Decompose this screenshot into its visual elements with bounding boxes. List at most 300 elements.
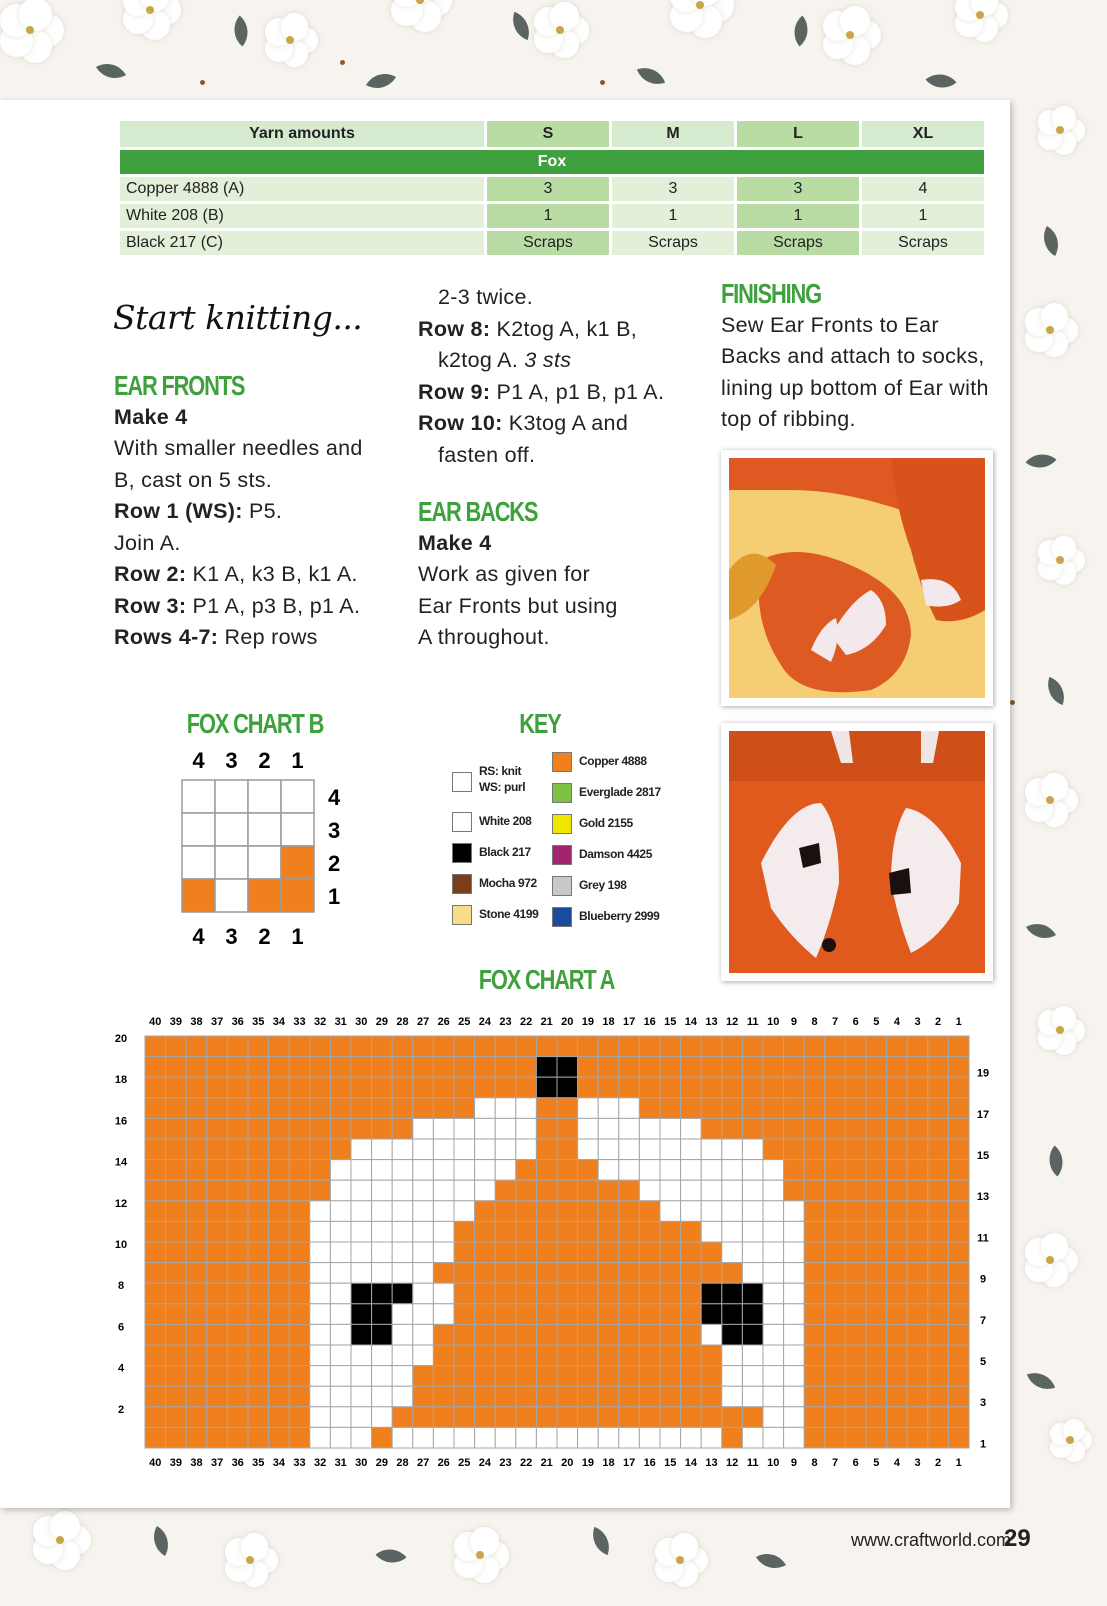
chart-a-stitch	[289, 1407, 310, 1428]
chart-a-stitch	[845, 1283, 866, 1304]
chart-a-stitch	[227, 1324, 248, 1345]
chart-a-stitch	[681, 1118, 702, 1139]
chart-a-stitch	[928, 1098, 949, 1119]
chart-a-stitch	[701, 1201, 722, 1222]
chart-a-stitch	[207, 1345, 228, 1366]
chart-a-stitch	[433, 1366, 454, 1387]
chart-a-stitch	[310, 1304, 331, 1325]
chart-a-stitch	[454, 1427, 475, 1448]
chart-a-row-label: 5	[979, 1356, 987, 1368]
chart-a-stitch	[907, 1407, 928, 1428]
chart-a-stitch	[330, 1242, 351, 1263]
chart-a-stitch	[289, 1345, 310, 1366]
chart-a-stitch	[475, 1139, 496, 1160]
chart-a-stitch	[681, 1304, 702, 1325]
chart-a-column-label: 22	[519, 1016, 533, 1028]
chart-a-stitch	[866, 1386, 887, 1407]
table-cell: Scraps	[737, 231, 859, 255]
chart-a-column-label: 37	[210, 1016, 224, 1028]
finishing-heading: FINISHING	[721, 278, 821, 309]
chart-a-stitch	[248, 1324, 269, 1345]
chart-a-stitch	[763, 1139, 784, 1160]
key-label: White 208	[479, 814, 532, 828]
chart-a-stitch	[763, 1407, 784, 1428]
chart-a-stitch	[248, 1304, 269, 1325]
chart-a-stitch	[145, 1077, 166, 1098]
chart-a-stitch	[784, 1201, 805, 1222]
chart-a-stitch	[598, 1098, 619, 1119]
chart-a-stitch	[145, 1345, 166, 1366]
chart-a-stitch	[804, 1180, 825, 1201]
chart-a-stitch	[310, 1057, 331, 1078]
chart-a-stitch	[701, 1263, 722, 1284]
chart-a-stitch	[825, 1160, 846, 1181]
chart-a-stitch	[166, 1324, 187, 1345]
chart-a-stitch	[330, 1221, 351, 1242]
chart-a-column-label: 36	[231, 1457, 244, 1469]
chart-a-stitch	[701, 1077, 722, 1098]
chart-a-stitch	[207, 1221, 228, 1242]
chart-a-stitch	[227, 1160, 248, 1181]
chart-a-stitch	[681, 1077, 702, 1098]
chart-a-stitch	[392, 1345, 413, 1366]
chart-a-stitch	[928, 1036, 949, 1057]
chart-a-stitch	[227, 1077, 248, 1098]
chart-a-stitch	[784, 1366, 805, 1387]
chart-a-stitch	[330, 1324, 351, 1345]
chart-a-stitch	[845, 1057, 866, 1078]
table-row	[120, 204, 984, 228]
chart-a-stitch	[330, 1077, 351, 1098]
chart-a-stitch	[269, 1386, 290, 1407]
chart-a-stitch	[392, 1263, 413, 1284]
chart-a-stitch	[866, 1345, 887, 1366]
chart-a-stitch	[681, 1407, 702, 1428]
chart-a-stitch	[887, 1304, 908, 1325]
row-instruction	[114, 591, 384, 623]
chart-a-stitch	[784, 1345, 805, 1366]
chart-a-stitch	[948, 1160, 969, 1181]
chart-a-stitch	[948, 1324, 969, 1345]
chart-a-stitch	[578, 1304, 599, 1325]
chart-a-column-label: 17	[622, 1016, 636, 1028]
chart-a-column-label: 9	[790, 1016, 797, 1028]
chart-a-stitch	[639, 1407, 660, 1428]
chart-a-stitch	[866, 1242, 887, 1263]
chart-b-column-label: 3	[225, 752, 238, 773]
chart-a-column-label: 8	[811, 1016, 818, 1028]
row-label: Row 8:	[418, 316, 491, 341]
key-label: Blueberry 2999	[579, 909, 660, 923]
chart-a-stitch	[392, 1098, 413, 1119]
table-cell: 1	[487, 204, 609, 228]
chart-a-stitch	[619, 1201, 640, 1222]
chart-a-stitch	[907, 1345, 928, 1366]
chart-a-stitch	[722, 1077, 743, 1098]
chart-a-stitch	[475, 1036, 496, 1057]
chart-a-stitch	[845, 1242, 866, 1263]
chart-a-stitch	[166, 1036, 187, 1057]
chart-a-stitch	[330, 1345, 351, 1366]
row-label: Row 10:	[418, 411, 503, 435]
chart-a-stitch	[701, 1221, 722, 1242]
chart-a-stitch	[516, 1366, 537, 1387]
chart-a-stitch	[166, 1118, 187, 1139]
chart-a-stitch	[351, 1283, 372, 1304]
chart-a-stitch	[536, 1283, 557, 1304]
chart-a-stitch	[804, 1263, 825, 1284]
chart-a-stitch	[598, 1057, 619, 1078]
chart-a-stitch	[845, 1139, 866, 1160]
chart-a-column-label: 22	[519, 1457, 533, 1469]
chart-a-row-label: 11	[977, 1232, 989, 1245]
chart-a-stitch	[866, 1407, 887, 1428]
chart-a-stitch	[248, 1118, 269, 1139]
chart-a-stitch	[495, 1160, 516, 1181]
chart-a-stitch	[392, 1242, 413, 1263]
chart-a-stitch	[578, 1407, 599, 1428]
chart-a-column-label: 16	[643, 1016, 656, 1028]
chart-a-stitch	[784, 1283, 805, 1304]
chart-a-stitch	[289, 1283, 310, 1304]
chart-a-stitch	[701, 1427, 722, 1448]
chart-a-stitch	[660, 1118, 681, 1139]
chart-a-column-label: 10	[767, 1016, 780, 1028]
chart-a-stitch	[639, 1180, 660, 1201]
chart-a-stitch	[907, 1242, 928, 1263]
chart-a-stitch	[845, 1160, 866, 1181]
table-cell: 3	[487, 177, 609, 201]
chart-a-stitch	[413, 1345, 434, 1366]
chart-a-stitch	[207, 1201, 228, 1222]
chart-a-stitch	[269, 1180, 290, 1201]
chart-a-stitch	[166, 1366, 187, 1387]
chart-a-stitch	[701, 1366, 722, 1387]
chart-a-column-label: 38	[190, 1457, 203, 1469]
chart-a-stitch	[372, 1366, 393, 1387]
key-swatch	[452, 812, 472, 832]
chart-a-stitch	[248, 1201, 269, 1222]
make-count: Make 4	[114, 404, 188, 429]
chart-a-stitch	[392, 1283, 413, 1304]
key-label: Everglade 2817	[579, 785, 661, 799]
chart-a-stitch	[186, 1283, 207, 1304]
chart-a-stitch	[804, 1036, 825, 1057]
chart-a-stitch	[763, 1077, 784, 1098]
chart-a-stitch	[454, 1118, 475, 1139]
chart-a-stitch	[310, 1098, 331, 1119]
chart-a-stitch	[722, 1242, 743, 1263]
row-instruction	[418, 408, 688, 440]
chart-b-stitch	[215, 879, 248, 912]
chart-a-stitch	[536, 1057, 557, 1078]
chart-a-stitch	[619, 1263, 640, 1284]
chart-a-stitch	[578, 1366, 599, 1387]
chart-a-column-label: 19	[581, 1457, 595, 1469]
ear-fronts-heading: EAR FRONTS	[114, 370, 245, 401]
chart-a-stitch	[433, 1283, 454, 1304]
key-label: Gold 2155	[579, 816, 633, 830]
chart-a-stitch	[825, 1386, 846, 1407]
chart-a-stitch	[248, 1180, 269, 1201]
chart-a-stitch	[639, 1160, 660, 1181]
chart-a-stitch	[536, 1098, 557, 1119]
table-group-row	[120, 150, 984, 174]
chart-a-stitch	[166, 1345, 187, 1366]
fox-chart-a-title: FOX CHART A	[478, 964, 615, 995]
chart-a-stitch	[392, 1057, 413, 1078]
chart-a-column-label: 25	[458, 1016, 471, 1028]
chart-a-stitch	[413, 1036, 434, 1057]
chart-a-stitch	[804, 1304, 825, 1325]
chart-a-stitch	[310, 1201, 331, 1222]
chart-a-stitch	[166, 1098, 187, 1119]
chart-a-stitch	[186, 1098, 207, 1119]
chart-b-column-label: 2	[258, 924, 271, 949]
chart-a-stitch	[433, 1036, 454, 1057]
chart-a-row-label: 1	[979, 1438, 987, 1451]
chart-a-stitch	[887, 1098, 908, 1119]
chart-a-stitch	[372, 1324, 393, 1345]
chart-a-stitch	[475, 1345, 496, 1366]
key-swatch	[452, 772, 472, 792]
chart-a-stitch	[372, 1386, 393, 1407]
chart-a-stitch	[948, 1427, 969, 1448]
chart-a-stitch	[186, 1077, 207, 1098]
chart-a-stitch	[928, 1160, 949, 1181]
chart-a-column-label: 24	[478, 1457, 492, 1469]
table-header: L	[737, 121, 859, 147]
chart-a-stitch	[557, 1180, 578, 1201]
chart-a-stitch	[207, 1427, 228, 1448]
chart-a-stitch	[845, 1366, 866, 1387]
chart-a-column-label: 25	[458, 1457, 471, 1469]
chart-a-stitch	[887, 1386, 908, 1407]
chart-a-row-label: 8	[117, 1280, 125, 1293]
chart-a-row-label: 7	[979, 1314, 987, 1327]
chart-a-stitch	[948, 1201, 969, 1222]
chart-a-column-label: 35	[252, 1457, 265, 1469]
chart-a-stitch	[619, 1036, 640, 1057]
chart-a-stitch	[454, 1283, 475, 1304]
chart-a-stitch	[907, 1386, 928, 1407]
chart-a-stitch	[701, 1160, 722, 1181]
chart-a-stitch	[351, 1139, 372, 1160]
chart-a-stitch	[351, 1180, 372, 1201]
chart-a-stitch	[454, 1345, 475, 1366]
row-instruction	[114, 559, 384, 591]
chart-a-stitch	[825, 1304, 846, 1325]
chart-a-stitch	[784, 1427, 805, 1448]
finishing-section	[721, 278, 1011, 436]
chart-a-row-label: 18	[114, 1074, 128, 1087]
chart-a-stitch	[310, 1221, 331, 1242]
chart-a-stitch	[186, 1242, 207, 1263]
chart-a-stitch	[742, 1386, 763, 1407]
chart-a-stitch	[701, 1324, 722, 1345]
chart-a-stitch	[433, 1263, 454, 1284]
ear-backs-heading: EAR BACKS	[418, 496, 538, 527]
chart-a-stitch	[475, 1407, 496, 1428]
chart-a-stitch	[619, 1427, 640, 1448]
chart-a-stitch	[578, 1160, 599, 1181]
chart-a-stitch	[866, 1118, 887, 1139]
chart-a-stitch	[619, 1098, 640, 1119]
chart-b-column-label: 3	[225, 924, 238, 949]
chart-a-stitch	[557, 1242, 578, 1263]
chart-a-stitch	[784, 1160, 805, 1181]
chart-a-stitch	[495, 1427, 516, 1448]
chart-a-stitch	[907, 1077, 928, 1098]
chart-a-stitch	[866, 1304, 887, 1325]
chart-a-stitch	[145, 1283, 166, 1304]
fox-face-photo	[721, 723, 993, 981]
ear-backs-section	[418, 496, 688, 654]
chart-a-column-label: 14	[684, 1457, 698, 1469]
chart-a-stitch	[619, 1242, 640, 1263]
chart-a-stitch	[928, 1427, 949, 1448]
chart-a-stitch	[825, 1221, 846, 1242]
chart-a-stitch	[742, 1221, 763, 1242]
chart-a-stitch	[660, 1098, 681, 1119]
chart-a-stitch	[866, 1077, 887, 1098]
chart-a-stitch	[351, 1160, 372, 1181]
chart-a-stitch	[948, 1077, 969, 1098]
chart-a-stitch	[166, 1180, 187, 1201]
chart-a-row-label: 9	[979, 1273, 987, 1286]
chart-a-stitch	[227, 1283, 248, 1304]
chart-b-row-label: 3	[328, 818, 341, 843]
chart-a-stitch	[227, 1180, 248, 1201]
chart-a-stitch	[454, 1057, 475, 1078]
chart-a-stitch	[536, 1180, 557, 1201]
chart-a-stitch	[784, 1407, 805, 1428]
chart-a-stitch	[722, 1180, 743, 1201]
chart-a-stitch	[825, 1118, 846, 1139]
chart-a-stitch	[763, 1304, 784, 1325]
chart-a-stitch	[804, 1201, 825, 1222]
chart-a-stitch	[948, 1304, 969, 1325]
chart-a-column-label: 32	[313, 1457, 327, 1469]
chart-a-stitch	[475, 1160, 496, 1181]
chart-a-stitch	[701, 1386, 722, 1407]
chart-a-stitch	[516, 1407, 537, 1428]
table-header: M	[612, 121, 734, 147]
chart-a-stitch	[804, 1345, 825, 1366]
chart-a-stitch	[948, 1345, 969, 1366]
table-cell: 1	[612, 204, 734, 228]
chart-a-stitch	[763, 1345, 784, 1366]
chart-a-stitch	[145, 1407, 166, 1428]
chart-a-stitch	[516, 1077, 537, 1098]
key-label: Stone 4199	[479, 907, 539, 921]
chart-a-stitch	[516, 1242, 537, 1263]
chart-a-stitch	[887, 1407, 908, 1428]
chart-a-stitch	[763, 1180, 784, 1201]
chart-a-column-label: 7	[832, 1457, 839, 1469]
chart-a-stitch	[804, 1160, 825, 1181]
chart-a-stitch	[845, 1077, 866, 1098]
key-label: Copper 4888	[579, 754, 647, 768]
chart-a-stitch	[372, 1057, 393, 1078]
chart-a-stitch	[227, 1304, 248, 1325]
chart-a-stitch	[207, 1057, 228, 1078]
chart-a-row-label: 14	[114, 1156, 128, 1169]
chart-a-column-label: 2	[935, 1016, 942, 1028]
chart-a-stitch	[763, 1324, 784, 1345]
chart-a-stitch	[742, 1283, 763, 1304]
chart-a-column-label: 21	[540, 1016, 553, 1028]
row-instruction	[114, 622, 384, 654]
chart-a-stitch	[804, 1242, 825, 1263]
chart-a-stitch	[330, 1201, 351, 1222]
chart-a-stitch	[866, 1283, 887, 1304]
chart-a-column-label: 36	[231, 1016, 244, 1028]
chart-a-stitch	[495, 1118, 516, 1139]
instruction-text: top of ribbing.	[721, 407, 856, 431]
chart-a-stitch	[475, 1324, 496, 1345]
chart-a-stitch	[145, 1366, 166, 1387]
chart-a-stitch	[227, 1221, 248, 1242]
chart-a-stitch	[248, 1098, 269, 1119]
chart-a-stitch	[310, 1036, 331, 1057]
chart-a-row-label: 19	[976, 1067, 990, 1080]
chart-a-stitch	[619, 1180, 640, 1201]
chart-a-stitch	[948, 1118, 969, 1139]
chart-a-stitch	[578, 1057, 599, 1078]
chart-a-stitch	[536, 1221, 557, 1242]
chart-a-stitch	[433, 1242, 454, 1263]
chart-a-stitch	[948, 1242, 969, 1263]
chart-a-stitch	[475, 1366, 496, 1387]
chart-a-stitch	[207, 1098, 228, 1119]
chart-a-stitch	[495, 1057, 516, 1078]
chart-a-stitch	[248, 1160, 269, 1181]
chart-a-stitch	[413, 1366, 434, 1387]
chart-a-stitch	[207, 1366, 228, 1387]
chart-a-stitch	[701, 1407, 722, 1428]
chart-a-stitch	[475, 1283, 496, 1304]
chart-a-stitch	[722, 1139, 743, 1160]
chart-a-stitch	[454, 1242, 475, 1263]
chart-a-stitch	[372, 1263, 393, 1284]
chart-a-stitch	[186, 1221, 207, 1242]
chart-a-stitch	[660, 1180, 681, 1201]
chart-a-stitch	[413, 1098, 434, 1119]
chart-a-stitch	[289, 1263, 310, 1284]
chart-a-stitch	[742, 1242, 763, 1263]
chart-a-stitch	[516, 1201, 537, 1222]
chart-a-stitch	[907, 1036, 928, 1057]
chart-a-stitch	[145, 1427, 166, 1448]
chart-a-stitch	[948, 1057, 969, 1078]
chart-a-stitch	[207, 1304, 228, 1325]
chart-a-column-label: 31	[334, 1016, 347, 1028]
chart-a-stitch	[475, 1118, 496, 1139]
chart-a-stitch	[578, 1180, 599, 1201]
chart-a-stitch	[166, 1407, 187, 1428]
chart-a-stitch	[763, 1386, 784, 1407]
chart-a-stitch	[948, 1036, 969, 1057]
chart-a-stitch	[227, 1139, 248, 1160]
chart-a-stitch	[475, 1386, 496, 1407]
chart-a-stitch	[660, 1386, 681, 1407]
chart-a-stitch	[269, 1160, 290, 1181]
chart-a-stitch	[536, 1118, 557, 1139]
chart-a-stitch	[948, 1139, 969, 1160]
fox-socks-image	[721, 450, 993, 706]
chart-a-stitch	[536, 1345, 557, 1366]
